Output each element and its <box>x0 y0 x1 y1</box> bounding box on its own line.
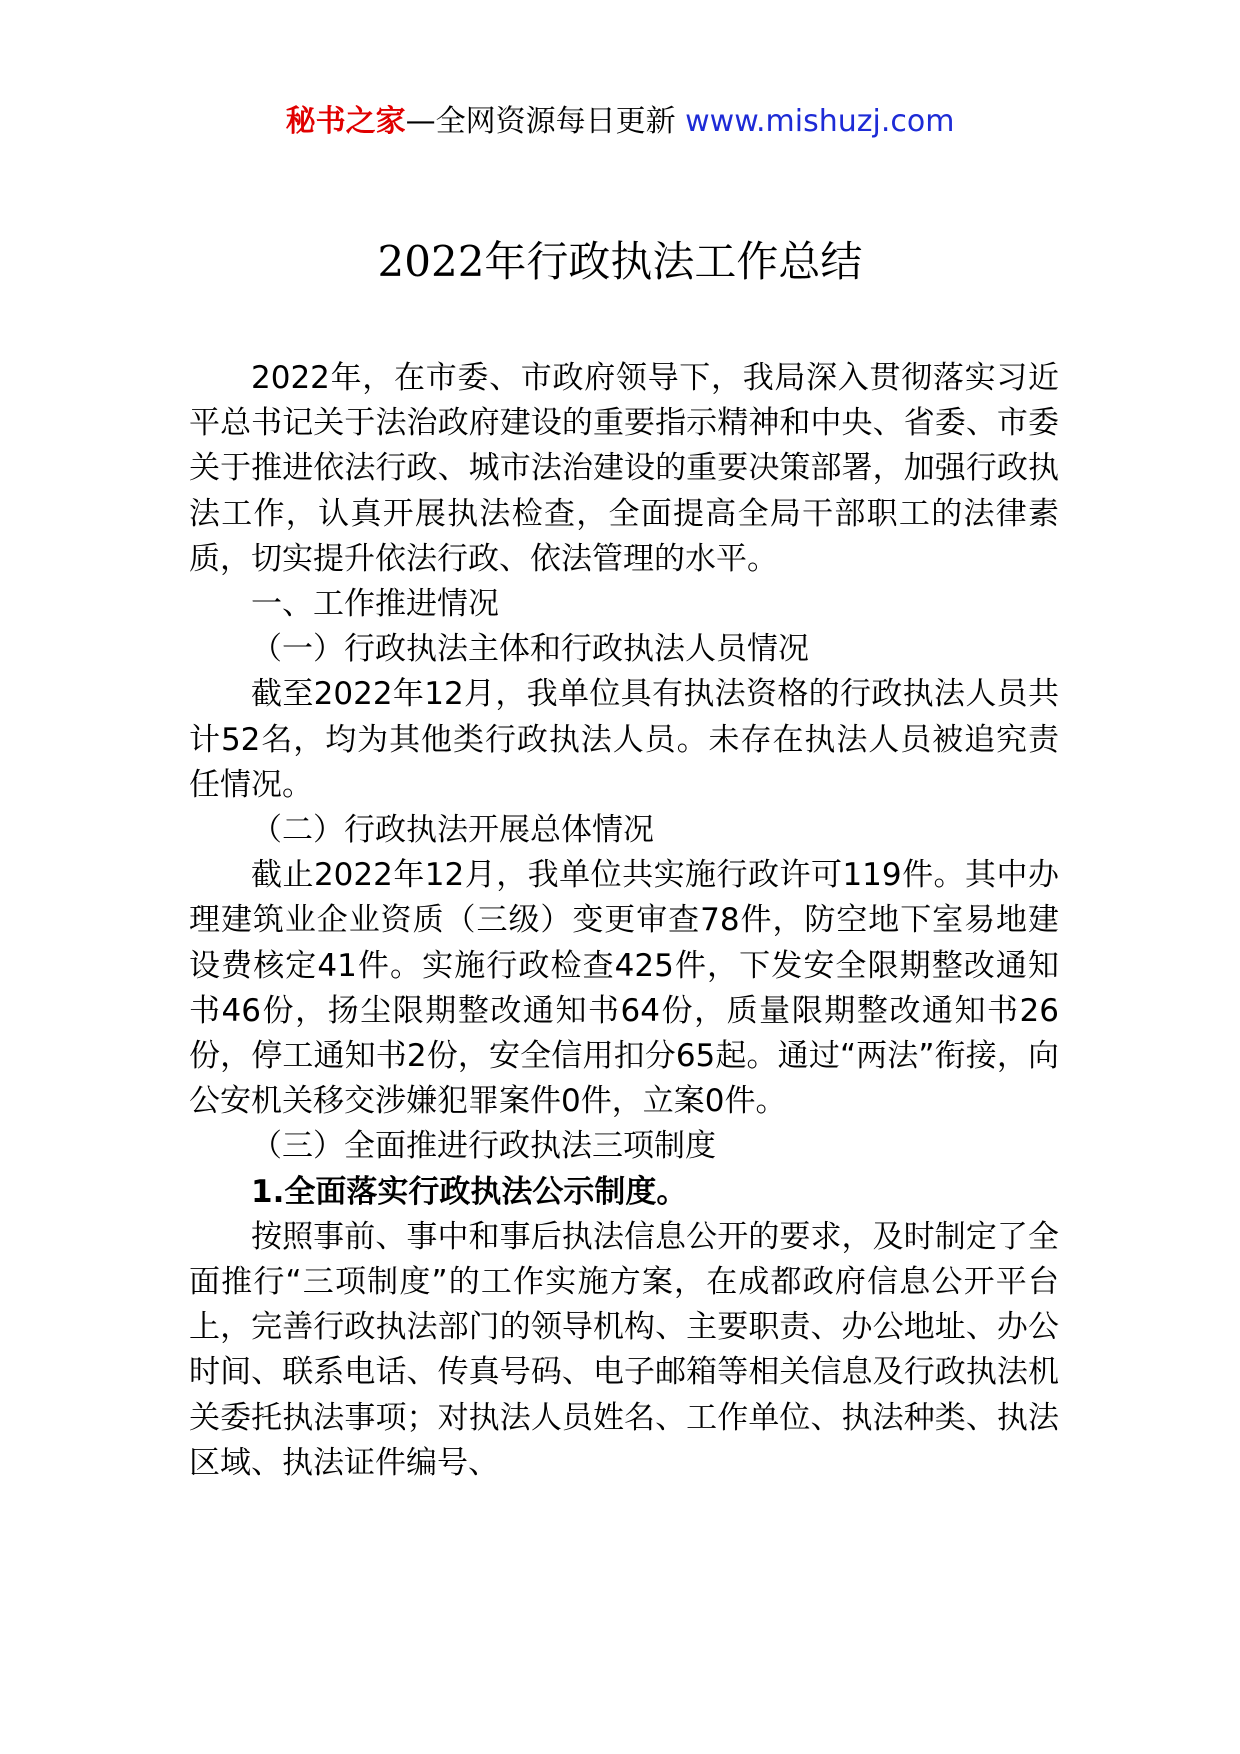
body-paragraph: 截至2022年12月，我单位具有执法资格的行政执法人员共计52名，均为其他类行政执法人员。未存在执法人员被追究责任情况。 <box>189 676 1059 803</box>
brand-name: 秘书之家 <box>285 104 406 139</box>
subsection-heading-3: （三）全面推进行政执法三项制度 <box>251 1128 716 1165</box>
subsection-heading-2: （二）行政执法开展总体情况 <box>251 812 654 849</box>
subsection-heading-1: （一）行政执法主体和行政执法人员情况 <box>251 631 809 668</box>
site-url-link[interactable]: www.mishuzj.com <box>685 104 955 139</box>
document-title: 2022年行政执法工作总结 <box>377 237 863 286</box>
intro-paragraph: 2022年，在市委、市政府领导下，我局深入贯彻落实习近平总书记关于法治政府建设的重要指示精神和中央、省委、市委关于推进依法行政、城市法治建设的重要决策部署，加强行政执法工作，认真开展执法检查，全面提高全局干部职工的法律素质，切实提升依法行政、依法管理的水平。 <box>189 360 1059 577</box>
site-header <box>0 100 1240 144</box>
body-paragraph: 截止2022年12月，我单位共实施行政许可119件。其中办理建筑业企业资质（三级）变更审查78件，防空地下室易地建设费核定41件。实施行政检查425件，下发安全限期整改通知书46份，扬尘限期整改通知书64份，质量限期整改通知书26份，停工通知书2份，安全信用扣分65起。通过“两法”衔接，向公安机关移交涉嫌犯罪案件0件，立案0件。 <box>189 857 1059 1120</box>
header-slogan: —全网资源每日更新 <box>405 104 676 139</box>
document-body <box>189 356 1059 1486</box>
body-paragraph: 按照事前、事中和事后执法信息公开的要求，及时制定了全面推行“三项制度”的工作实施方案，在成都政府信息公开平台上，完善行政执法部门的领导机构、主要职责、办公地址、办公时间、联系电话、传真号码、电子邮箱等相关信息及行政执法机关委托执法事项；对执法人员姓名、工作单位、执法种类、执法区域、执法证件编号、 <box>189 1218 1059 1481</box>
section-heading-1: 一、工作推进情况 <box>251 586 499 623</box>
item-heading-1: 1.全面落实行政执法公示制度。 <box>251 1173 688 1210</box>
